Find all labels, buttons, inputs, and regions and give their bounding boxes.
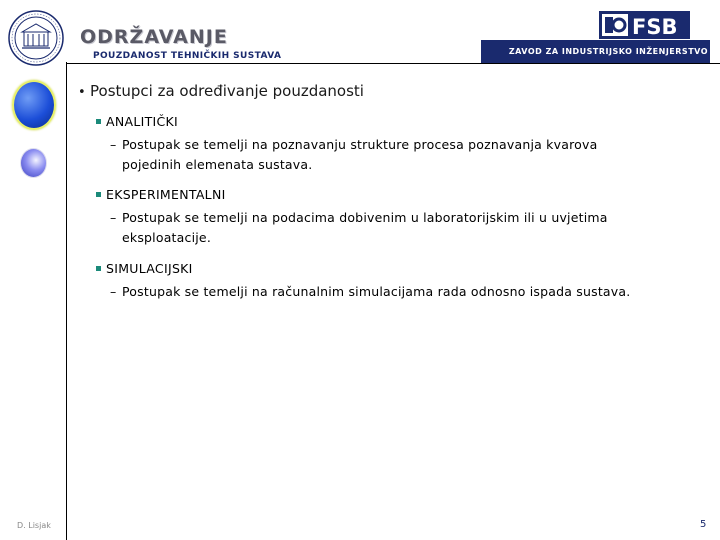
section-label: SIMULACIJSKI	[106, 261, 193, 276]
section-label: ANALITIČKI	[106, 114, 179, 129]
square-bullet-icon	[96, 119, 101, 124]
section-description: Postupak se temelji na poznavanju strukture procesa poznavanja kvarova pojedinih elemenata sustava.	[122, 137, 598, 172]
page-number: 5	[700, 519, 707, 530]
svg-text:FSB: FSB	[632, 15, 678, 39]
dash-bullet-icon: –	[110, 284, 117, 299]
section-analiticki	[96, 114, 696, 175]
fsb-logo	[599, 11, 690, 39]
university-seal-logo	[8, 10, 64, 66]
header-divider	[66, 63, 720, 64]
square-bullet-icon	[96, 266, 101, 271]
section-simulacijski	[96, 261, 696, 302]
dash-bullet-icon: –	[110, 137, 117, 152]
main-content	[78, 82, 708, 100]
decorative-sphere-large	[12, 80, 56, 130]
dash-bullet-icon: –	[110, 210, 117, 225]
square-bullet-icon	[96, 192, 101, 197]
section-label: EKSPERIMENTALNI	[106, 187, 226, 202]
page-title: ODRŽAVANJE	[80, 26, 228, 48]
bullet-dot-icon: •	[78, 85, 86, 100]
department-name: ZAVOD ZA INDUSTRIJSKO INŽENJERSTVO	[508, 47, 708, 56]
department-banner	[481, 40, 710, 63]
sidebar-divider	[66, 62, 67, 540]
section-description: Postupak se temelji na računalnim simulacijama rada odnosno ispada sustava.	[122, 284, 631, 299]
section-eksperimentalni	[96, 187, 696, 248]
main-heading-text: Postupci za određivanje pouzdanosti	[90, 82, 364, 100]
main-heading	[78, 82, 708, 100]
author-name: D. Lisjak	[17, 521, 51, 530]
page-subtitle: POUZDANOST TEHNIČKIH SUSTAVA	[93, 51, 282, 61]
decorative-sphere-small	[20, 148, 47, 178]
section-description: Postupak se temelji na podacima dobivenim u laboratorijskim ili u uvjetima eksploatacije.	[122, 210, 608, 245]
